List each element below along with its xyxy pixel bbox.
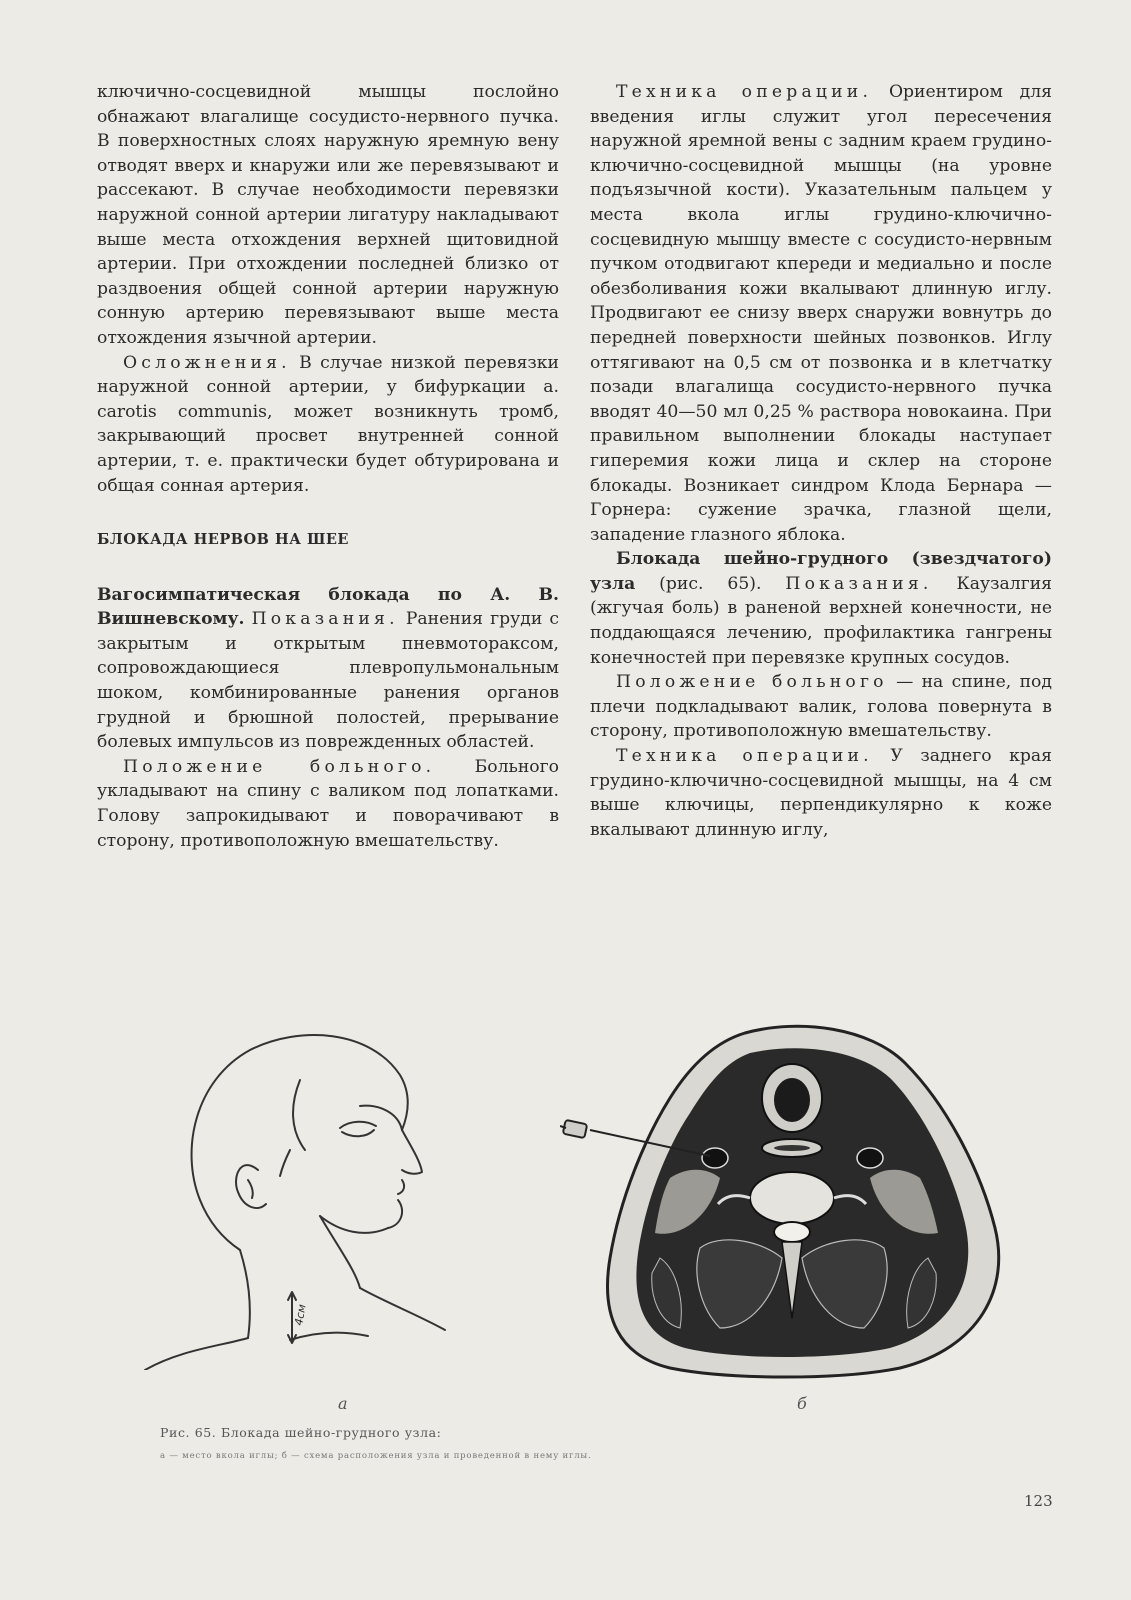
inline-heading: Осложнения. bbox=[123, 352, 291, 373]
section-heading: БЛОКАДА НЕРВОВ НА ШЕЕ bbox=[97, 531, 349, 549]
subsection-title: Вагосимпатическая блокада по А. В. Вишневскому. bbox=[97, 584, 559, 630]
paragraph-text: Каузалгия (жгучая боль) в раненой верхней конечности, не поддающаяся лечению, профилактика гангрены конечностей при перевязке крупных сосудов. bbox=[590, 573, 1052, 668]
inline-heading: Показания. bbox=[251, 609, 399, 630]
paragraph bbox=[590, 744, 1052, 842]
paragraph bbox=[590, 670, 1052, 744]
inline-heading: Техника операции. bbox=[616, 82, 873, 102]
neck-cross-section-figure bbox=[560, 1018, 1030, 1383]
paragraph-text: У заднего края грудино-ключично-сосцевидной мышцы, на 4 см выше ключицы, перпендикулярно к коже вкалывают длинную иглу, bbox=[590, 746, 1052, 840]
left-column bbox=[97, 80, 559, 853]
figure-reference: (рис. 65). bbox=[635, 573, 786, 594]
page-number: 123 bbox=[1024, 1492, 1053, 1510]
right-column bbox=[590, 80, 1052, 842]
paragraph-text: Ранения груди с закрытым и открытым пневмотораксом, сопровождающиеся плевропульмональным шоком, комбинированные ранения органов грудной и брюшной полостей, прерывание болевых импульсов из поврежденных областей. bbox=[97, 609, 559, 753]
measurement-label: 4см bbox=[292, 1303, 309, 1327]
head-drawing-figure bbox=[140, 1020, 450, 1370]
inline-heading: Техника операции. bbox=[616, 746, 873, 767]
figure-caption-legend: а — место вкола иглы; б — схема расположения узла и проведенной в нему иглы. bbox=[160, 1451, 592, 1461]
paragraph bbox=[590, 80, 1052, 547]
paragraph bbox=[97, 583, 559, 755]
paragraph bbox=[590, 547, 1052, 670]
paragraph: ключично-сосцевидной мышцы послойно обнажают влагалище сосудисто-нервного пучка. В поверхностных слоях наружную яремную вену отводят вверх и кнаружи или же перевязывают и рассекают. В случае необходимости перевязки наружной сонной артерии лигатуру накладывают выше места отхождения верхней щитовидной артерии. При отхождении последней близко от раздвоения общей сонной артерии наружную сонную артерию перевязывают выше места отхождения язычной артерии. bbox=[97, 82, 559, 348]
paragraph-text: Больного укладывают на спину с валиком под лопатками. Голову запрокидывают и поворачивают в сторону, противоположную вмешательству. bbox=[97, 756, 559, 851]
paragraph-text: В случае низкой перевязки наружной сонной артерии, у бифуркации a. carotis communis, может возникнуть тромб, закрывающий просвет внутренней сонной артерии, т. е. практически будет обтурирована и общая сонная артерия. bbox=[97, 352, 559, 496]
paragraph-text: Ориентиром для введения иглы служит угол пересечения наружной яремной вены с задним краем грудино-ключично-сосцевидной мышцы (на уровне подъязычной кости). Указательным пальцем у места вкола иглы грудино-ключично-сосцевидную мышцу вместе с сосудисто-нервным пучком отодвигают кпереди и медиально и после обезболивания кожи вкалывают длинную иглу. Продвигают ее снизу вверх снаружи вовнутрь до передней поверхности шейных позвонков. Иглу оттягивают на 0,5 см от позвонка и в клетчатку позади влагалища сосудисто-нервного пучка вводят 40—50 мл 0,25 % раствора новокаина. При правильном выполнении блокады наступает гиперемия кожи лица и склер на стороне блокады. Возникает синдром Клода Бернара — Горнера: сужение зрачка, глазной щели, западение глазного яблока. bbox=[590, 82, 1052, 545]
paragraph-text: — на спине, под плечи подкладывают валик, голова повернута в сторону, противоположную вмешательству. bbox=[590, 672, 1052, 742]
paragraph bbox=[97, 351, 559, 499]
inline-heading: Положение больного bbox=[616, 672, 888, 693]
figure-label-b: б bbox=[797, 1394, 807, 1413]
inline-heading: Показания. bbox=[785, 573, 933, 594]
paragraph bbox=[97, 755, 559, 853]
figure-label-a: а bbox=[338, 1394, 348, 1413]
figure-caption: Рис. 65. Блокада шейно-грудного узла: bbox=[160, 1425, 442, 1440]
inline-heading: Положение больного. bbox=[123, 756, 436, 777]
subsection-title: Блокада шейно-грудного (звездчатого) узла bbox=[590, 549, 1052, 594]
